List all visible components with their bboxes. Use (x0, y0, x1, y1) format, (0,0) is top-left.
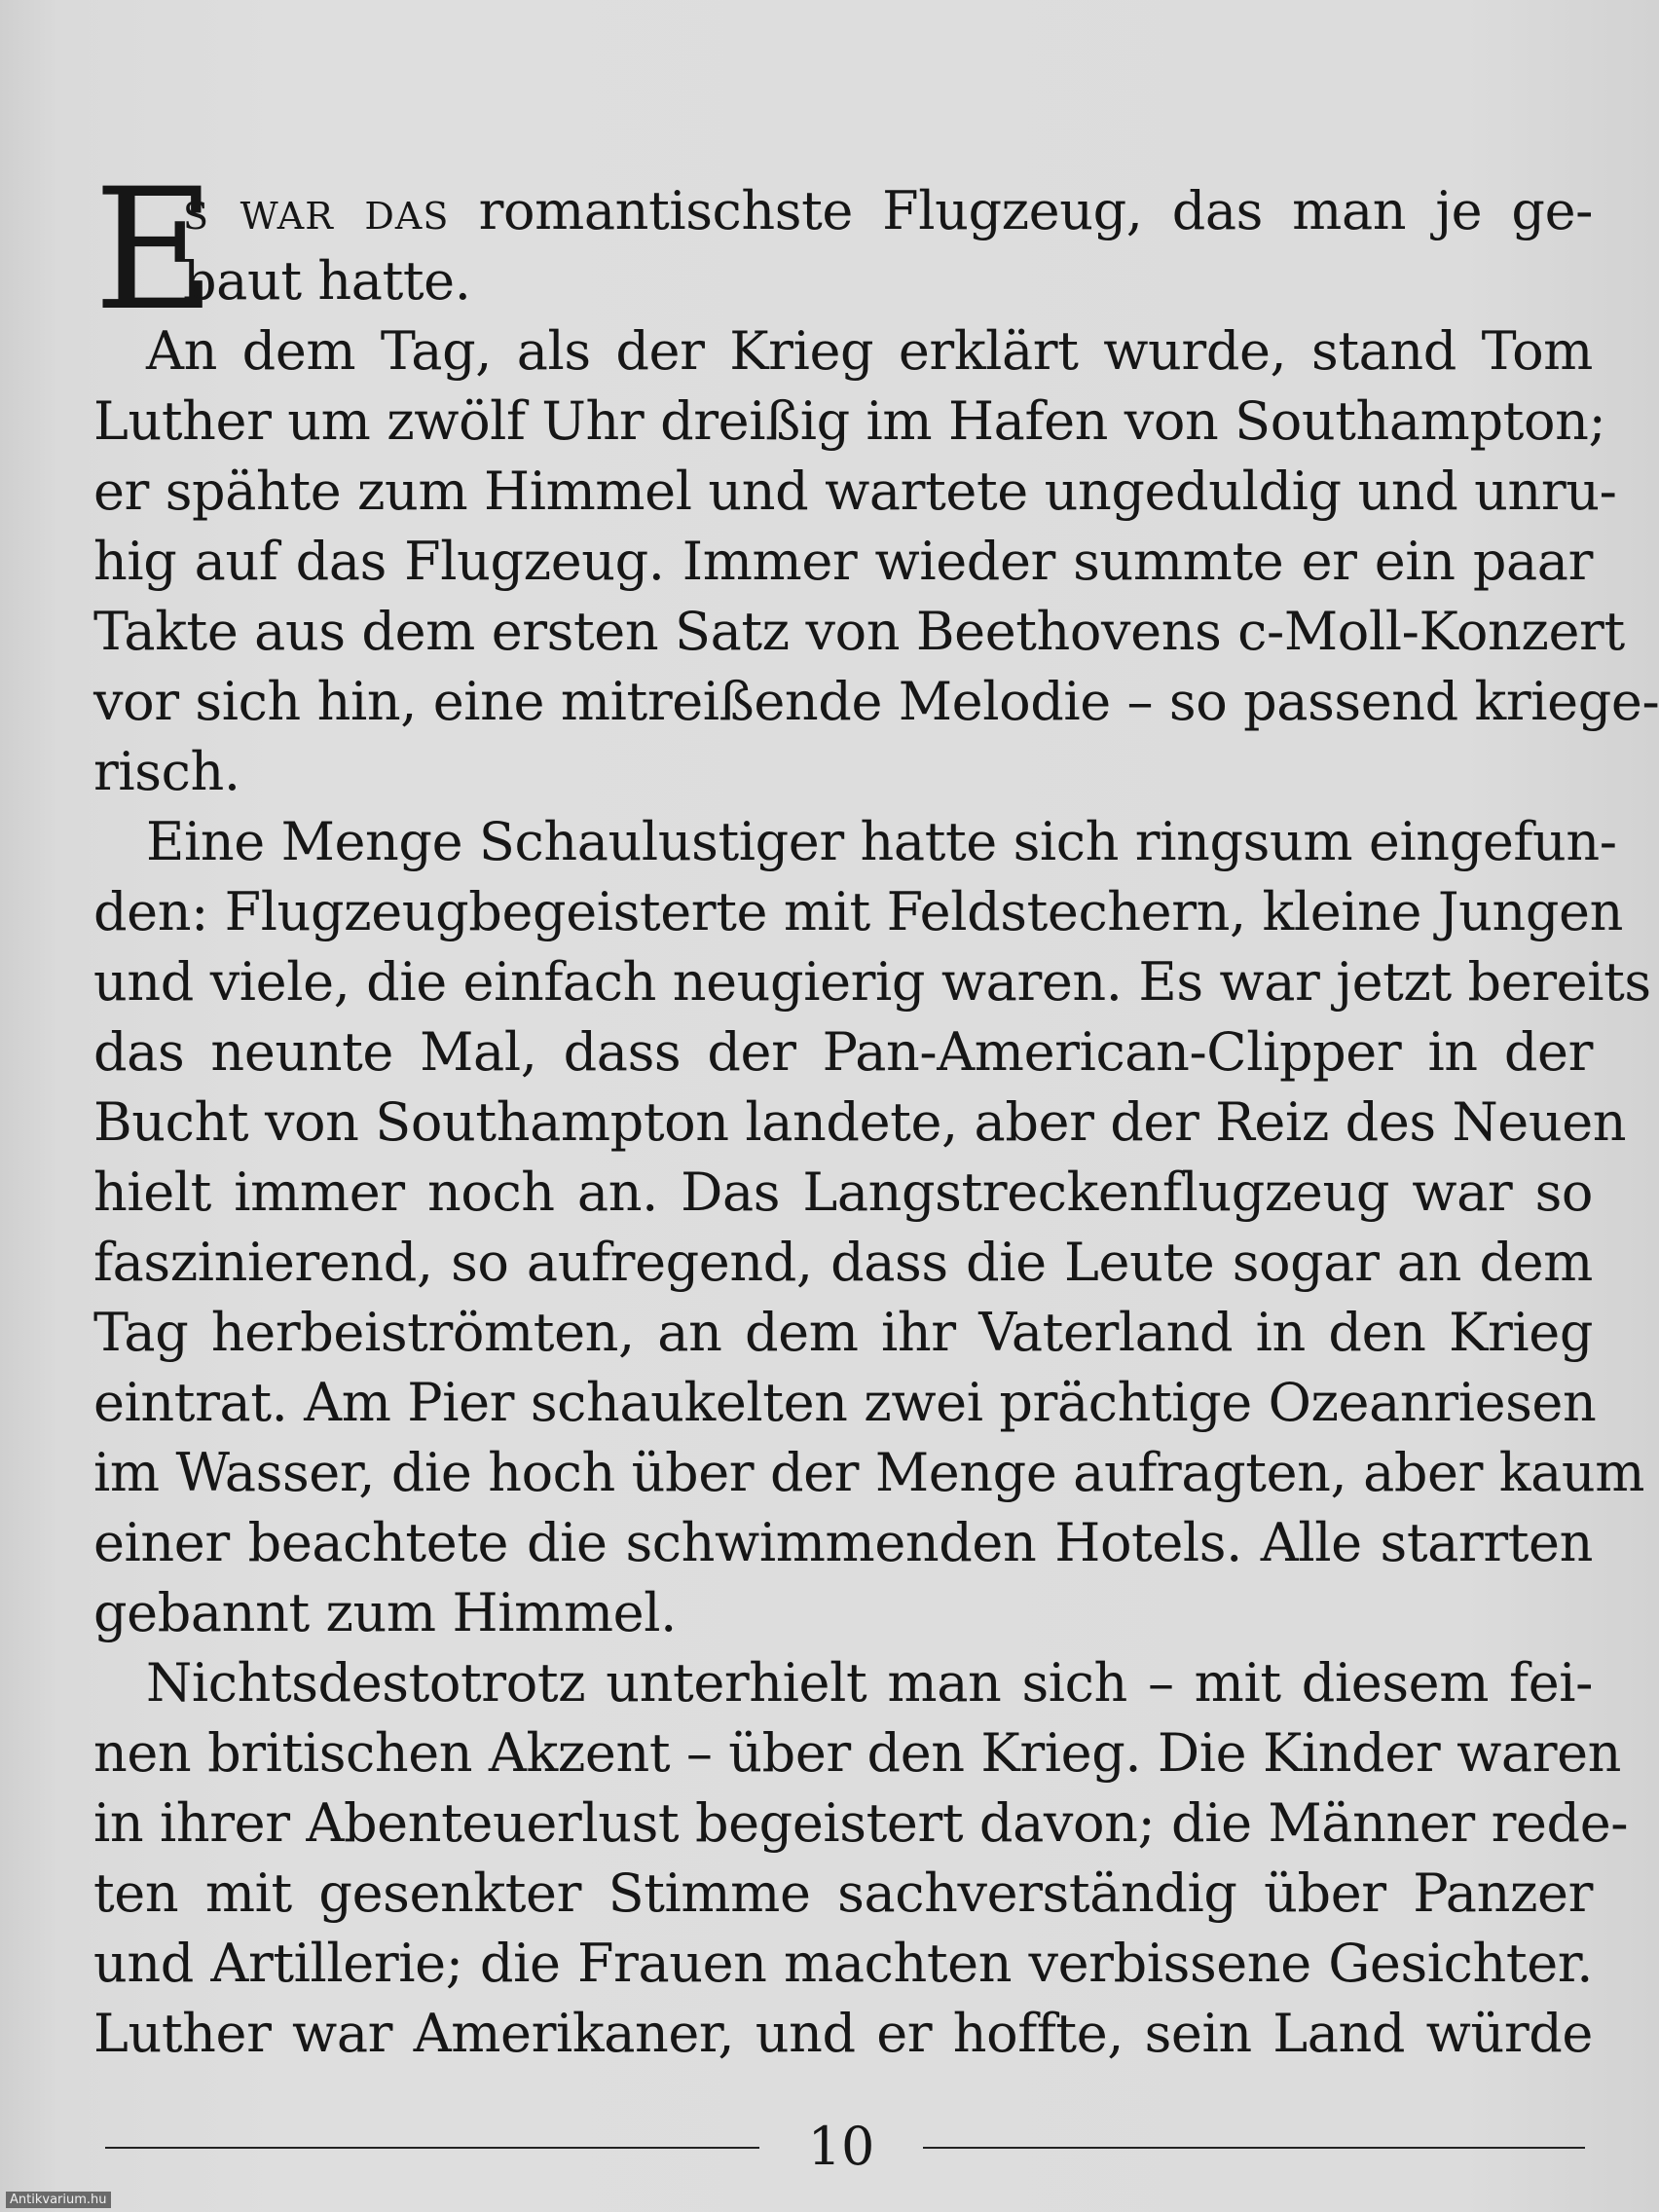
footer-rule-right (923, 2147, 1585, 2149)
text-line: einer beachtete die schwimmenden Hotels. Alle starrten (93, 1512, 1593, 1573)
text-line: Luther um zwölf Uhr dreißig im Hafen von Southampton; (93, 390, 1606, 452)
text-line: und viele, die einfach neugierig waren. Es war jetzt bereits (93, 951, 1651, 1013)
body-text (93, 0, 1659, 2212)
text-line: und Artillerie; die Frauen machten verbissene Gesichter. (93, 1933, 1593, 1994)
text-line-2: baut hatte. (183, 250, 471, 312)
watermark: Antikvarium.hu (6, 2192, 111, 2208)
text-line: eintrat. Am Pier schaukelten zwei prächtige Ozeanriesen (93, 1372, 1597, 1433)
text-line: faszinierend, so aufregend, dass die Leute sogar an dem (93, 1232, 1593, 1293)
text-line: im Wasser, die hoch über der Menge aufragten, aber kaum (93, 1442, 1645, 1503)
page-number: 10 (807, 2116, 875, 2177)
text-line: das neunte Mal, dass der Pan-American-Clipper in der (93, 1021, 1593, 1083)
text-line: hielt immer noch an. Das Langstreckenflugzeug war so (93, 1161, 1593, 1223)
text-line: vor sich hin, eine mitreißende Melodie – so passend kriege- (93, 671, 1659, 732)
text-line: ten mit gesenkter Stimme sachverständig über Panzer (93, 1862, 1593, 1924)
page-footer (0, 2113, 1659, 2177)
text-line: er spähte zum Himmel und wartete ungeduldig und unru- (93, 461, 1617, 522)
text-line: Nichtsdestotrotz unterhielt man sich – mit diesem fei- (146, 1652, 1593, 1714)
text-line: hig auf das Flugzeug. Immer wieder summte er ein paar (93, 531, 1593, 592)
first-line-rest: romantischste Flugzeug, das man je ge- (478, 180, 1593, 241)
text-line-1 (183, 177, 1593, 245)
text-line: Tag herbeiströmten, an dem ihr Vaterland in den Krieg (93, 1302, 1593, 1363)
text-line: Luther war Amerikaner, und er hoffte, sein Land würde (93, 2003, 1593, 2064)
text-line: den: Flugzeugbegeisterte mit Feldstechern, kleine Jungen (93, 881, 1623, 942)
text-line: gebannt zum Himmel. (93, 1582, 677, 1643)
text-line: nen britischen Akzent – über den Krieg. Die Kinder waren (93, 1722, 1622, 1784)
footer-rule-left (105, 2147, 759, 2149)
text-line: in ihrer Abenteuerlust begeistert davon; die Männer rede- (93, 1792, 1629, 1854)
text-line: An dem Tag, als der Krieg erklärt wurde, stand Tom (146, 320, 1593, 382)
drop-cap: E (93, 152, 216, 348)
text-line: Takte aus dem ersten Satz von Beethovens c-Moll-Konzert (93, 601, 1625, 662)
text-line: Bucht von Southampton landete, aber der Reiz des Neuen (93, 1091, 1627, 1153)
text-line: risch. (93, 741, 240, 802)
text-line: Eine Menge Schaulustiger hatte sich ringsum eingefun- (146, 811, 1617, 872)
opening-small-caps: s war das (183, 180, 450, 241)
